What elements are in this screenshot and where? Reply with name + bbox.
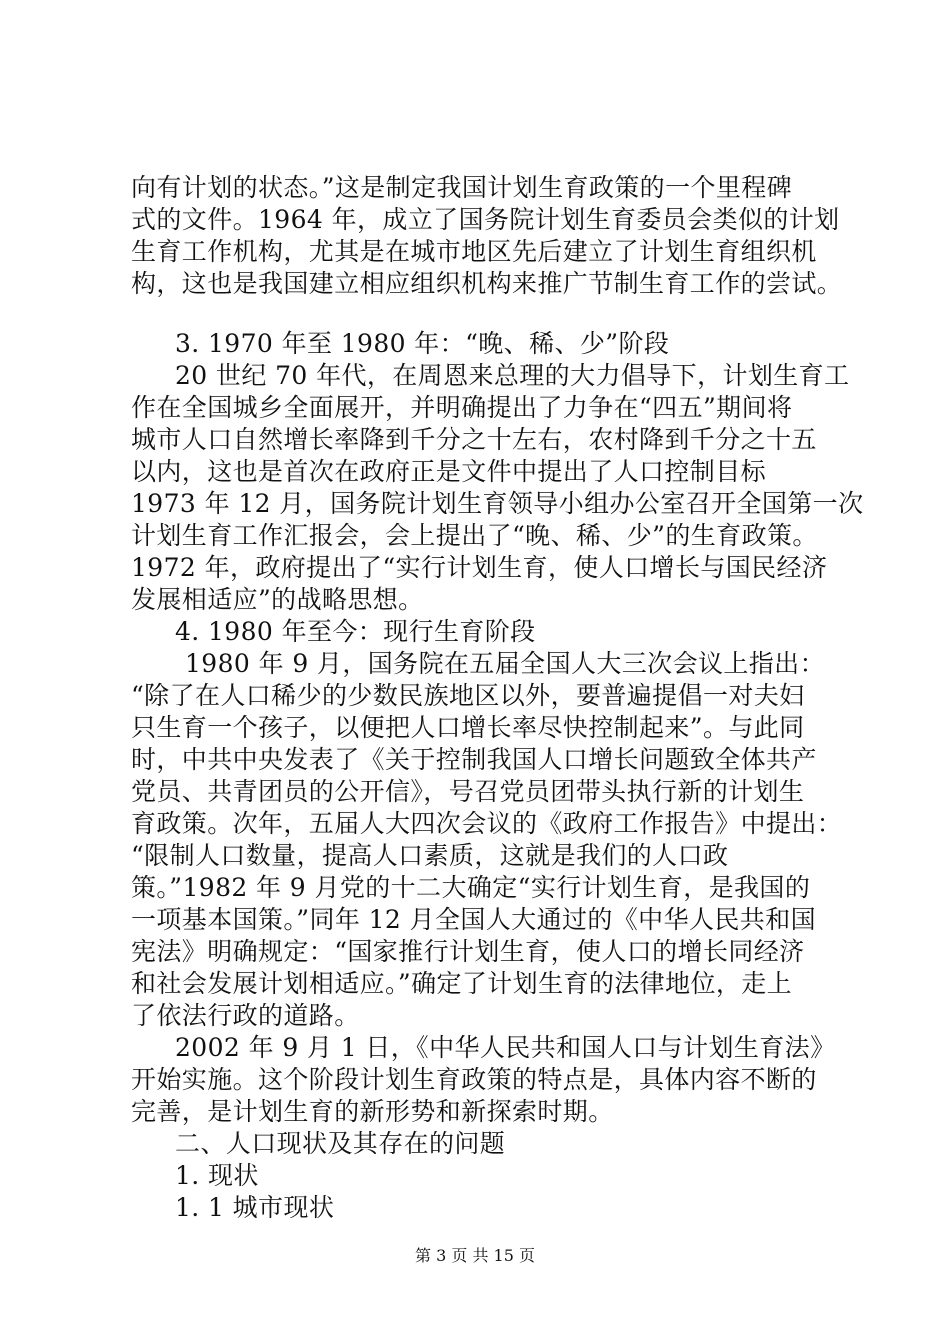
paragraph-line: 城市人口自然增长率降到千分之十左右，农村降到千分之十五 [131,425,817,454]
section-heading: 3. 1970 年至 1980 年：“晚、稀、少”阶段 [175,329,670,358]
paragraph-line: 发展相适应”的战略思想。 [131,585,424,614]
paragraph-line: 和社会发展计划相适应。”确定了计划生育的法律地位，走上 [131,969,793,998]
paragraph-line: 生育工作机构，尤其是在城市地区先后建立了计划生育组织机 [131,237,817,266]
paragraph-line: 时，中共中央发表了《关于控制我国人口增长问题致全体共产 [131,745,817,774]
paragraph-line: 开始实施。这个阶段计划生育政策的特点是，具体内容不断的 [131,1065,817,1094]
paragraph-line: 只生育一个孩子，以便把人口增长率尽快控制起来”。与此同 [131,713,805,742]
paragraph-line: 育政策。次年，五届人大四次会议的《政府工作报告》中提出： [131,809,843,838]
paragraph-line: 策。”1982 年 9 月党的十二大确定“实行计划生育，是我国的 [131,873,811,902]
paragraph-line: 一项基本国策。”同年 12 月全国人大通过的《中华人民共和国 [131,905,816,934]
page-number-footer: 第 3 页 共 15 页 [415,1246,535,1265]
section-heading: 1. 现状 [175,1161,259,1190]
section-heading: 1. 1 城市现状 [175,1193,335,1222]
paragraph-line: 作在全国城乡全面展开，并明确提出了力争在“四五”期间将 [131,393,793,422]
paragraph-line: 2002 年 9 月 1 日，《中华人民共和国人口与计划生育法》 [175,1033,836,1062]
paragraph-line: 向有计划的状态。”这是制定我国计划生育政策的一个里程碑 [131,173,793,202]
paragraph-line: 20 世纪 70 年代，在周恩来总理的大力倡导下，计划生育工 [175,361,850,390]
paragraph-line: 式的文件。1964 年，成立了国务院计划生育委员会类似的计划 [131,205,840,234]
paragraph-line: 宪法》明确规定：“国家推行计划生育，使人口的增长同经济 [131,937,805,966]
section-heading: 4. 1980 年至今：现行生育阶段 [175,617,536,646]
paragraph-line: “限制人口数量，提高人口素质，这就是我们的人口政 [131,841,729,870]
paragraph-line: “除了在人口稀少的少数民族地区以外，要普遍提倡一对夫妇 [131,681,805,710]
section-heading: 二、人口现状及其存在的问题 [175,1129,506,1158]
paragraph-line: 以内，这也是首次在政府正是文件中提出了人口控制目标 [131,457,767,486]
paragraph-line: 构，这也是我国建立相应组织机构来推广节制生育工作的尝试。 [131,269,843,298]
paragraph-line: 1980 年 9 月，国务院在五届全国人大三次会议上指出： [185,649,825,678]
paragraph-line: 1972 年，政府提出了“实行计划生育，使人口增长与国民经济 [131,553,828,582]
paragraph-line: 了依法行政的道路。 [131,1001,360,1030]
paragraph-line: 1973 年 12 月，国务院计划生育领导小组办公室召开全国第一次 [131,489,864,518]
paragraph-line: 党员、共青团员的公开信》，号召党员团带头执行新的计划生 [131,777,805,806]
paragraph-line: 计划生育工作汇报会，会上提出了“晚、稀、少”的生育政策。 [131,521,818,550]
paragraph-line: 完善，是计划生育的新形势和新探索时期。 [131,1097,614,1126]
